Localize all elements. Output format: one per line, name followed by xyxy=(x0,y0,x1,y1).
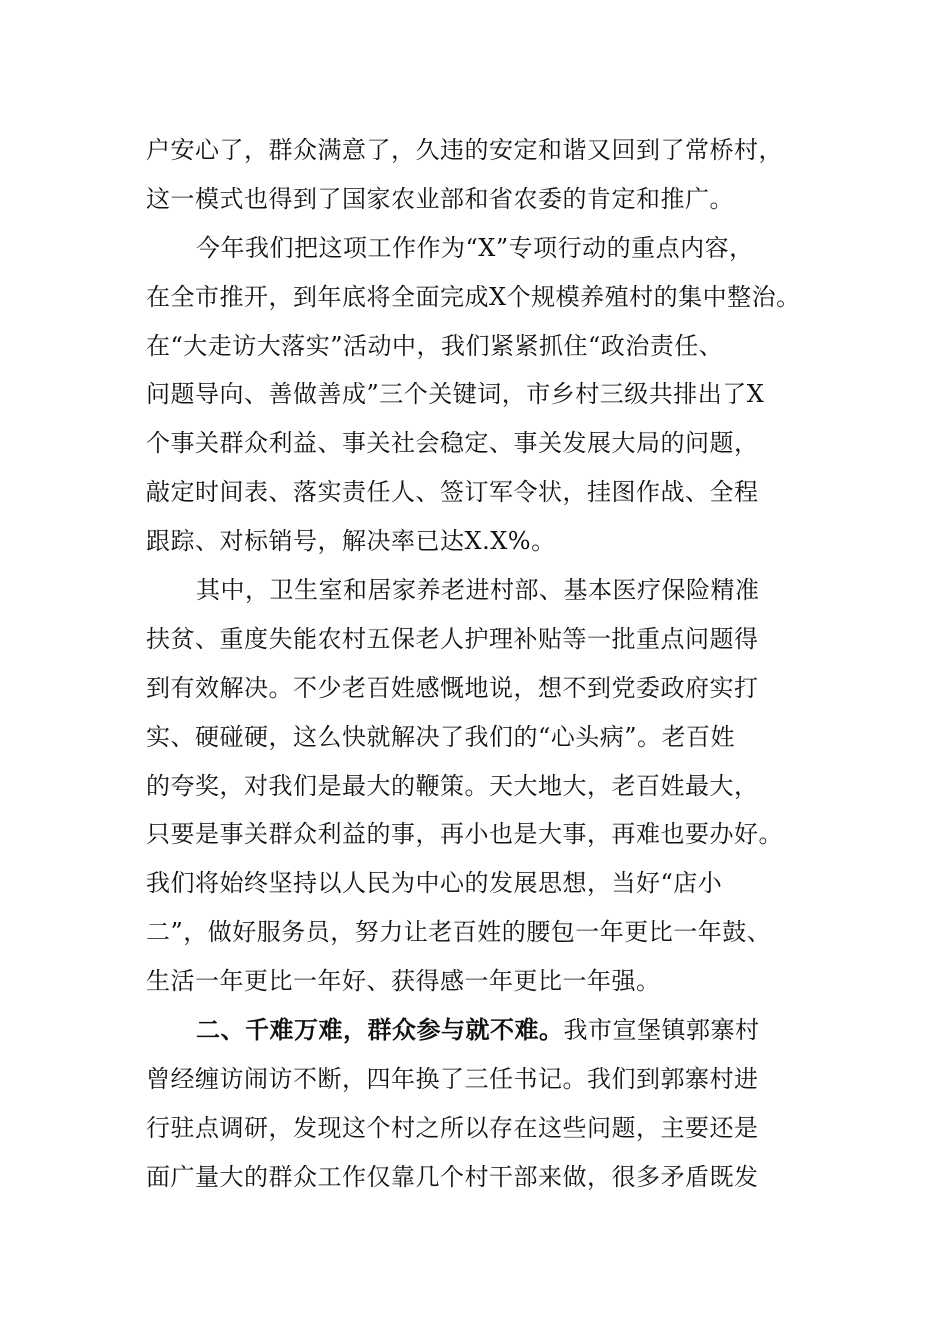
text-line: 户安心了，群众满意了，久违的安定和谐又回到了常桥村， xyxy=(146,136,783,164)
text-line: 二”，做好服务员，努力让老百姓的腰包一年更比一年鼓、 xyxy=(146,918,772,947)
paragraph-start-line: 今年我们把这项工作作为“X”专项行动的重点内容， xyxy=(196,233,754,262)
text-line: 在“大走访大落实”活动中，我们紧紧抓住“政治责任、 xyxy=(146,331,724,360)
text-line: 我们将始终坚持以人民为中心的发展思想，当好“店小 xyxy=(146,869,723,898)
text-line: 行驻点调研，发现这个村之所以存在这些问题，主要还是 xyxy=(146,1113,759,1142)
section-heading-rest: 我市宣堡镇郭寨村 xyxy=(563,1016,760,1045)
text-line: 敲定时间表、落实责任人、签订军令状，挂图作战、全程 xyxy=(146,478,759,507)
text-line: 在全市推开，到年底将全面完成X个规模养殖村的集中整治。 xyxy=(146,282,801,311)
text-line: 个事关群众利益、事关社会稳定、事关发展大局的问题， xyxy=(146,429,759,458)
text-line: 扶贫、重度失能农村五保老人护理补贴等一批重点问题得 xyxy=(146,624,759,653)
text-line: 曾经缠访闹访不断，四年换了三任书记。我们到郭寨村进 xyxy=(146,1064,759,1093)
text-line: 这一模式也得到了国家农业部和省农委的肯定和推广。 xyxy=(146,184,734,213)
section-heading: 二、千难万难，群众参与就不难。 xyxy=(196,1015,564,1045)
text-line: 的夸奖，对我们是最大的鞭策。天大地大，老百姓最大， xyxy=(146,771,759,800)
section-heading-line xyxy=(146,1006,846,1055)
paragraph-start-line: 其中，卫生室和居家养老进村部、基本医疗保险精准 xyxy=(196,576,760,605)
text-line: 跟踪、对标销号，解决率已达X.X%。 xyxy=(146,527,556,556)
text-line: 只要是事关群众利益的事，再小也是大事，再难也要办好。 xyxy=(146,820,783,849)
text-line: 面广量大的群众工作仅靠几个村干部来做，很多矛盾既发 xyxy=(146,1162,759,1191)
text-line: 问题导向、善做善成”三个关键词，市乡村三级共排出了X xyxy=(146,380,765,409)
document-body xyxy=(146,126,846,1202)
text-line: 到有效解决。不少老百姓感慨地说，想不到党委政府实打 xyxy=(146,673,759,702)
text-line: 实、硬碰硬，这么快就解决了我们的“心头病”。老百姓 xyxy=(146,722,736,751)
text-line: 生活一年更比一年好、获得感一年更比一年强。 xyxy=(146,967,661,996)
